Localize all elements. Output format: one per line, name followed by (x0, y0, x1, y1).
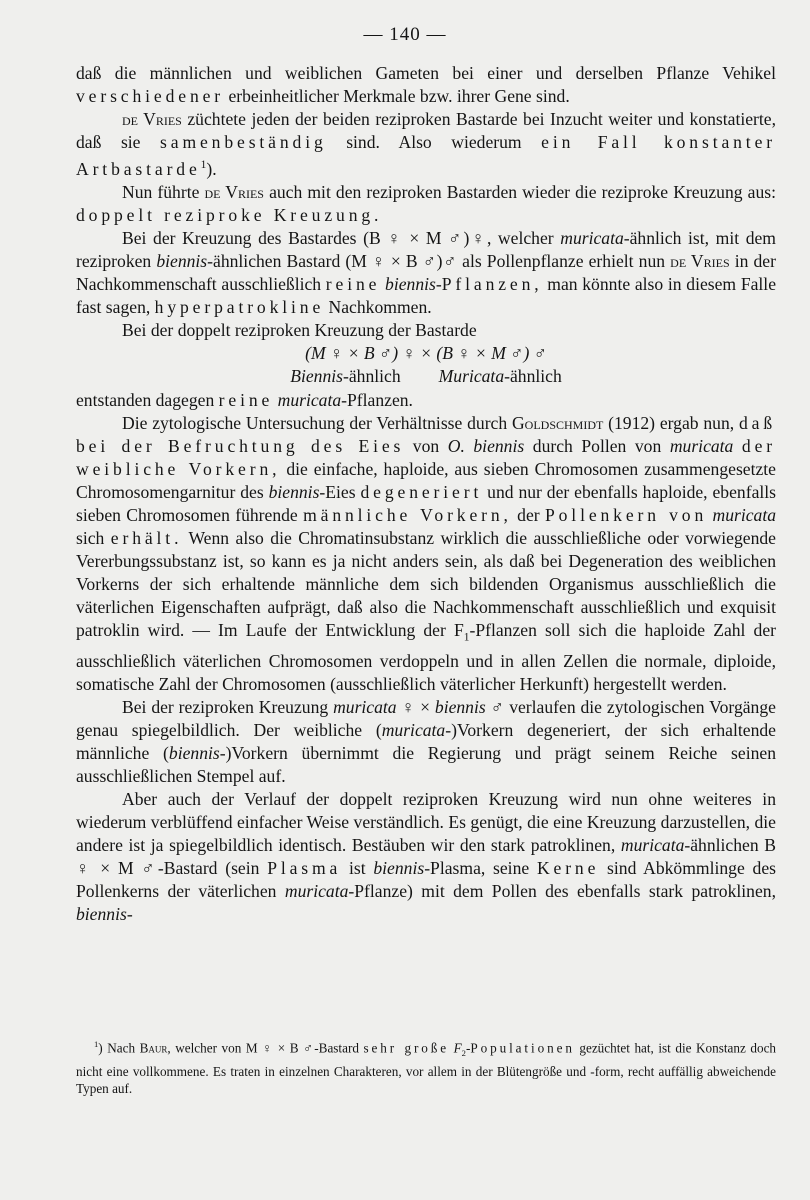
page-number: — 140 — (363, 24, 447, 45)
paragraph-6: entstanden dagegen reine muricata-Pflanzen. (76, 389, 413, 410)
paragraph-1: daß die männlichen und weiblichen Gameten bei einer und derselben Pflanze Vehikel verschiedener erbeinheitlicher Merkmale bzw. ihrer Gene sind. (76, 63, 776, 107)
paragraph-8: Bei der reziproken Kreuzung muricata ♀ × biennis ♂ verlaufen die zytologischen Vorgänge genau spiegelbildlich. Der weibliche (muricata-)Vorkern degeneriert, der sich erhaltende männliche (biennis-)Vorkern übernimmt die Regierung und prägt seinem Reiche seinen ausschließlichen Stempel auf. (76, 696, 776, 786)
cross-formula: (M ♀ × B ♂) ♀ × (B ♀ × M ♂) ♂ (305, 343, 547, 364)
paragraph-5: Bei der doppelt reziproken Kreuzung der Bastarde (122, 320, 477, 341)
paragraph-3: Nun führte de Vries auch mit den reziproken Bastarden wieder die reziproke Kreuzung aus: doppelt reziproke Kreuzung. (76, 182, 776, 226)
footnote-mark: 1 (94, 1039, 99, 1049)
footnote-ref[interactable]: 1 (200, 159, 207, 172)
paragraph-7: Die zytologische Untersuchung der Verhältnisse durch Goldschmidt (1912) ergab nun, daß bei der Befruchtung des Eies von O. biennis durch Pollen von muricata der weibliche Vorkern, die einfache, haploide, aus sieben Chromosomen zusammengesetzte Chromosomengarnitur des biennis-Eies degeneriert und nur der ebenfalls haploide, ebenfalls sieben Chromosomen führende männliche Vorkern, der Pollenkern von muricata sich erhält. Wenn also die Chromatinsubstanz wirklich die ausschließliche oder vorwiegende Vererbungssubstanz ist, so kann es ja nicht anders sein, als daß bei Degeneration des weiblichen Vorkerns der sich erhaltende männliche dem sich bildenden Organismus ausschließlich die väterlichen Eigenschaften aufprägt, daß also die Nachkommenschaft ausschließlich und exquisit patroklin wird. — Im Laufe der Entwicklung der $F_1$-Pflanzen soll sich die haploide Zahl der ausschließlich väterlichen Chromosomen verdoppeln und in allen Zellen die normale, diploide, somatische Zahl der Chromosomen (ausschließlich väterlicher Herkunft) hergestellt werden. (76, 412, 777, 694)
body-text (76, 62, 776, 926)
formula-block (76, 342, 776, 388)
footnote-1: $^1$) Nach Baur, welcher von M ♀ × B ♂-Bastard sehr große $F_2$-Populationen gezüchtet hat, ist die Konstanz doch nicht eine vollkommene. Es traten in einzelnen Charakteren, vor allem in der Blütengröße und -form, recht auffällig abweichende Typen auf. (76, 1039, 777, 1097)
formula-label-left: Biennis-ähnlich (290, 366, 401, 387)
formula-label-right: Muricata-ähnlich (438, 366, 562, 387)
paragraph-2: de Vries züchtete jeden der beiden reziproken Bastarde bei Inzucht weiter und konstatierte, daß sie samenbeständig sind. Also wiederum ein Fall konstanter Artbastarde$^1$). (76, 109, 776, 180)
paragraph-9: Aber auch der Verlauf der doppelt reziproken Kreuzung wird nun ohne weiteres in wiederum verblüffend einfacher Weise verständlich. Es genügt, die eine Kreuzung darzustellen, die andere ist ja spiegelbildlich identisch. Bestäuben wir den stark patroklinen, muricata-ähnlichen B ♀ × M ♂-Bastard (sein Plasma ist biennis-Plasma, seine Kerne sind Abkömmlinge des Pollenkerns der väterlichen muricata-Pflanze) mit dem Pollen des ebenfalls stark patroklinen, biennis- (76, 788, 777, 925)
paragraph-4: Bei der Kreuzung des Bastardes (B ♀ × M ♂)♀, welcher muricata-ähnlich ist, mit dem reziproken biennis-ähnlichen Bastard (M ♀ × B ♂)♂ als Pollenpflanze erhielt nun de Vries in der Nachkommenschaft ausschließlich reine biennis-Pflanzen, man könnte also in diesem Falle fast sagen, hyperpatrokline Nachkommen. (76, 228, 777, 318)
formula-labels (76, 365, 776, 388)
footnotes (76, 1036, 776, 1098)
